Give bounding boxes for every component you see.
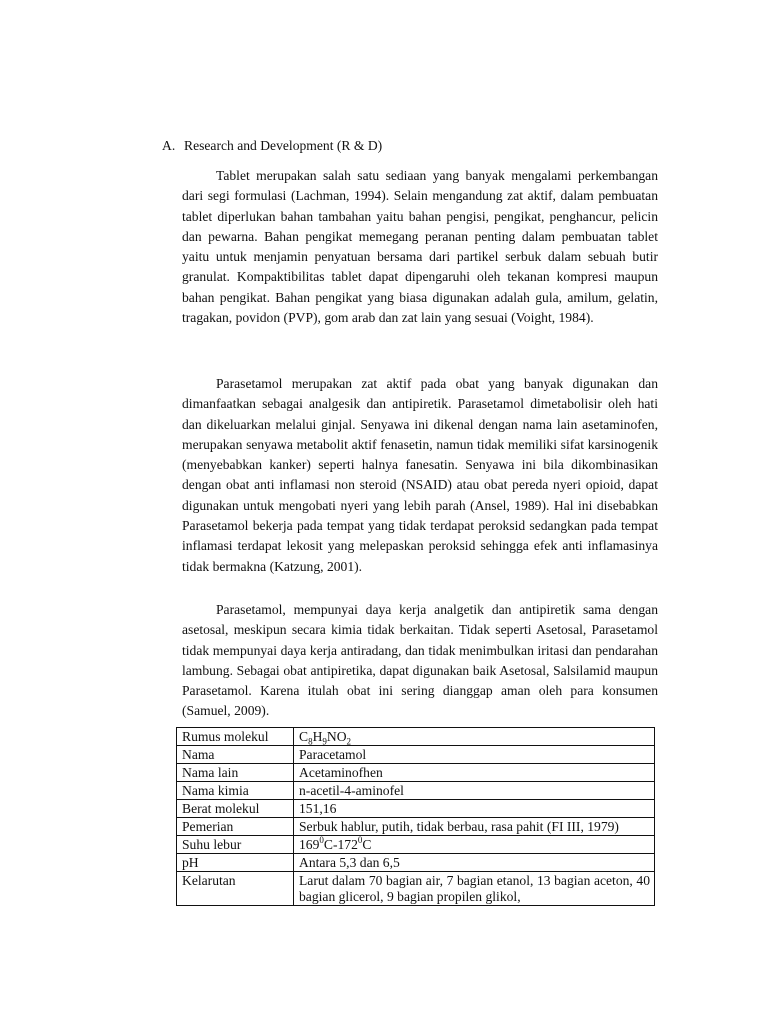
table-row xyxy=(177,836,655,854)
paragraph-parasetamol-action: Parasetamol, mempunyai daya kerja analgetik dan antipiretik sama dengan asetosal, meskipun secara kimia tidak berkaitan. Tidak seperti Asetosal, Parasetamol tidak mempunyai daya kerja antiradang, dan tidak menimbulkan iritasi dan pendarahan lambung. Sebagai obat antipiretika, dapat digunakan baik Asetosal, Salsilamid maupun Parasetamol. Karena itulah obat ini sering dianggap aman oleh para konsumen (Samuel, 2009). xyxy=(182,602,658,719)
row-label: Nama kimia xyxy=(177,782,294,800)
row-label: Nama xyxy=(177,746,294,764)
row-label: Nama lain xyxy=(177,764,294,782)
section-title: Research and Development (R & D) xyxy=(184,138,383,153)
paracetamol-properties-table xyxy=(176,727,655,906)
row-label: pH xyxy=(177,854,294,872)
row-value: Larut dalam 70 bagian air, 7 bagian etanol, 13 bagian aceton, 40 bagian glicerol, 9 bagian propilen glikol, xyxy=(294,872,655,906)
table-row xyxy=(177,872,655,906)
row-label: Suhu lebur xyxy=(177,836,294,854)
paragraph-tablet: Tablet merupakan salah satu sediaan yang banyak mengalami perkembangan dari segi formulasi (Lachman, 1994). Selain mengandung zat aktif, dalam pembuatan tablet diperlukan bahan tambahan yaitu bahan pengisi, pengikat, penghancur, pelicin dan pewarna. Bahan pengikat memegang peranan penting dalam pembuatan tablet yaitu untuk menjamin penyatuan bersama dari partikel serbuk dalam sebuah butir granulat. Kompaktibilitas tablet dapat dipengaruhi oleh tekanan kompresi maupun bahan pengikat. Bahan pengikat yang biasa digunakan adalah gula, amilum, gelatin, tragakan, povidon (PVP), gom arab dan zat lain yang sesuai (Voight, 1984). xyxy=(182,168,658,326)
table-row xyxy=(177,818,655,836)
row-value: Acetaminofhen xyxy=(294,764,655,782)
row-label: Berat molekul xyxy=(177,800,294,818)
melting-point: $169^0C-172^0C$ xyxy=(294,836,655,854)
row-value: Serbuk hablur, putih, tidak berbau, rasa pahit (FI III, 1979) xyxy=(294,818,655,836)
row-label: Kelarutan xyxy=(177,872,294,906)
table-row xyxy=(177,746,655,764)
molecular-formula: $C_8H_9NO_2$ xyxy=(294,728,655,746)
table-row xyxy=(177,782,655,800)
section-heading xyxy=(162,136,382,156)
row-label: Rumus molekul xyxy=(177,728,294,746)
paragraph-parasetamol: Parasetamol merupakan zat aktif pada obat yang banyak digunakan dan dimanfaatkan sebagai analgesik dan antipiretik. Parasetamol dimetabolisir oleh hati dan dikeluarkan melalui ginjal. Senyawa ini dikenal dengan nama lain asetaminofen, merupakan senyawa metabolit aktif fenasetin, namun tidak memiliki sifat karsinogenik (menyebabkan kanker) seperti halnya fanesatin. Senyawa ini bila dikombinasikan dengan obat anti inflamasi non steroid (NSAID) atau obat pereda nyeri opioid, dapat digunakan untuk mengobati nyeri yang lebih parah (Ansel, 1989). Hal ini disebabkan Parasetamol bekerja pada tempat yang tidak terdapat peroksid sedangkan pada tempat inflamasi terdapat lekosit yang melepaskan peroksid sehingga efek anti inflamasinya tidak bermakna (Katzung, 2001). xyxy=(182,376,658,574)
row-value: Paracetamol xyxy=(294,746,655,764)
row-value: n-acetil-4-aminofel xyxy=(294,782,655,800)
table-row xyxy=(177,800,655,818)
table-row xyxy=(177,728,655,746)
row-value: 151,16 xyxy=(294,800,655,818)
row-value: Antara 5,3 dan 6,5 xyxy=(294,854,655,872)
row-label: Pemerian xyxy=(177,818,294,836)
table-row xyxy=(177,854,655,872)
table-row xyxy=(177,764,655,782)
section-number: A. xyxy=(162,138,176,153)
